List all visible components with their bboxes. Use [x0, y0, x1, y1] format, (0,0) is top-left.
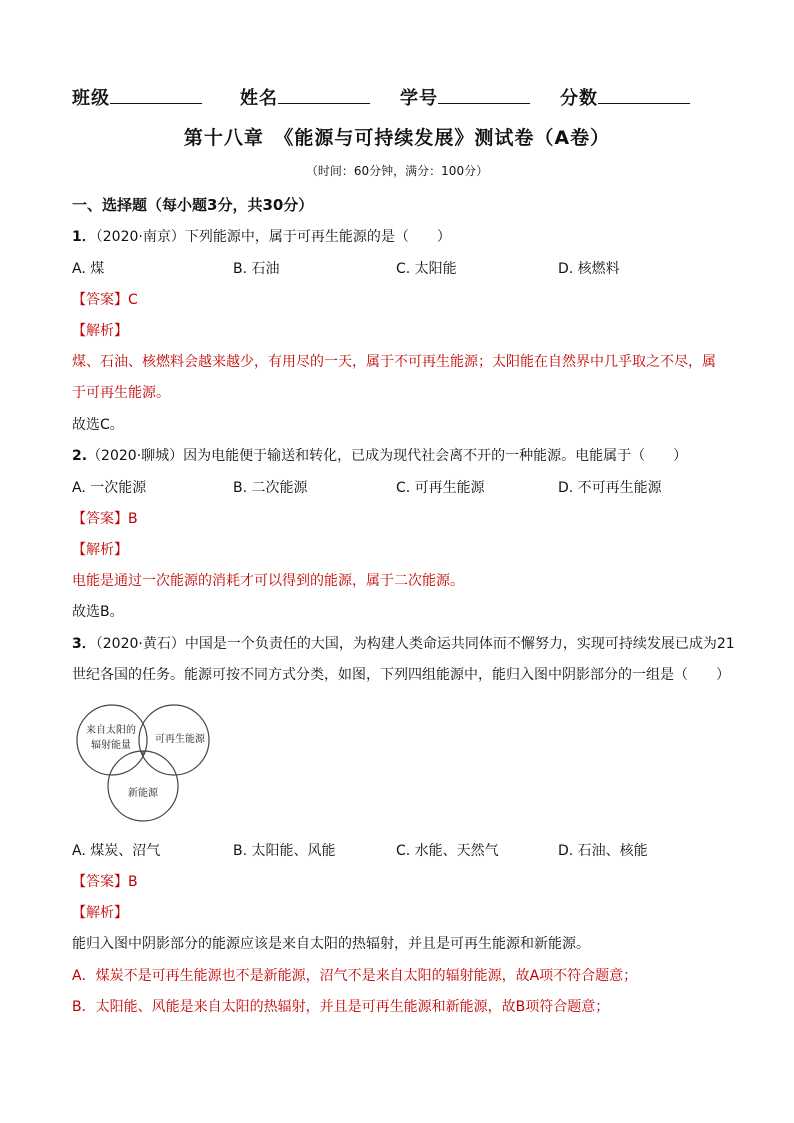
q3-option-a[interactable]: A. 煤炭、沼气: [72, 843, 161, 859]
q3-option-d[interactable]: D. 石油、核能: [558, 843, 648, 859]
student-id-field[interactable]: 学号: [400, 84, 530, 110]
q1-analysis-line-1: 煤、石油、核燃料会越来越少，有用尽的一天，属于不可再生能源；太阳能在自然界中几乎取之不尽，属: [72, 354, 716, 370]
class-field[interactable]: 班级: [72, 84, 202, 110]
q1-option-b[interactable]: B. 石油: [233, 261, 280, 277]
venn-label-a-1: 来自太阳的: [86, 725, 136, 736]
q1-conclusion: 故选C。: [72, 417, 124, 433]
q3-analysis-line-1: 能归入图中阴影部分的能源应该是来自太阳的热辐射，并且是可再生能源和新能源。: [72, 936, 590, 952]
q1-analysis-line-2: 于可再生能源。: [72, 385, 170, 401]
page-title: 第十八章 《能源与可持续发展》测试卷（A卷）: [183, 127, 611, 149]
score-field[interactable]: 分数: [560, 84, 690, 110]
q2-option-b[interactable]: B. 二次能源: [233, 480, 308, 496]
q1-answer: 【答案】C: [72, 292, 138, 308]
q3-option-b[interactable]: B. 太阳能、风能: [233, 843, 336, 859]
name-blank[interactable]: [278, 85, 370, 104]
q2-option-d[interactable]: D. 不可再生能源: [558, 480, 662, 496]
q3-analysis-label: 【解析】: [72, 905, 128, 921]
q1-option-c[interactable]: C. 太阳能: [396, 261, 457, 277]
venn-label-c: 新能源: [128, 788, 158, 799]
question-3-line-2: 世纪各国的任务。能源可按不同方式分类，如图，下列四组能源中，能归入图中阴影部分的一组是（ ）: [72, 667, 730, 683]
question-1: 1．（2020·南京）下列能源中，属于可再生能源的是（ ）: [72, 229, 451, 245]
q2-analysis-label: 【解析】: [72, 542, 128, 558]
venn-diagram: [76, 700, 216, 828]
q1-option-d[interactable]: D. 核燃料: [558, 261, 620, 277]
score-blank[interactable]: [598, 85, 690, 104]
class-blank[interactable]: [110, 85, 202, 104]
q2-analysis-line-1: 电能是通过一次能源的消耗才可以得到的能源，属于二次能源。: [72, 573, 464, 589]
q1-option-a[interactable]: A. 煤: [72, 261, 105, 277]
q1-analysis-label: 【解析】: [72, 323, 128, 339]
q3-analysis-line-3: B．太阳能、风能是来自太阳的热辐射，并且是可再生能源和新能源，故B项符合题意；: [72, 999, 610, 1015]
q3-option-c[interactable]: C. 水能、天然气: [396, 843, 499, 859]
q2-answer: 【答案】B: [72, 511, 138, 527]
page-subtitle: （时间：60分钟，满分：100分）: [305, 164, 489, 178]
circle-new-energy: [108, 751, 178, 821]
q2-option-a[interactable]: A. 一次能源: [72, 480, 147, 496]
q3-analysis-line-2: A．煤炭不是可再生能源也不是新能源，沼气不是来自太阳的辐射能源，故A项不符合题意；: [72, 968, 638, 984]
venn-label-b: 可再生能源: [155, 734, 205, 745]
student-id-blank[interactable]: [438, 85, 530, 104]
question-3-line-1: 3．（2020·黄石）中国是一个负责任的大国，为构建人类命运共同体而不懈努力，实现可持续发展已成为21: [72, 636, 735, 652]
question-2: 2.（2020·聊城）因为电能便于输送和转化，已成为现代社会离不开的一种能源。电能属于（ ）: [72, 448, 688, 464]
q2-option-c[interactable]: C. 可再生能源: [396, 480, 485, 496]
venn-label-a-2: 辐射能量: [91, 740, 131, 751]
q3-answer: 【答案】B: [72, 874, 138, 890]
section-heading: 一、选择题（每小题3分，共30分）: [72, 196, 314, 214]
name-field[interactable]: 姓名: [240, 84, 370, 110]
q2-conclusion: 故选B。: [72, 604, 124, 620]
